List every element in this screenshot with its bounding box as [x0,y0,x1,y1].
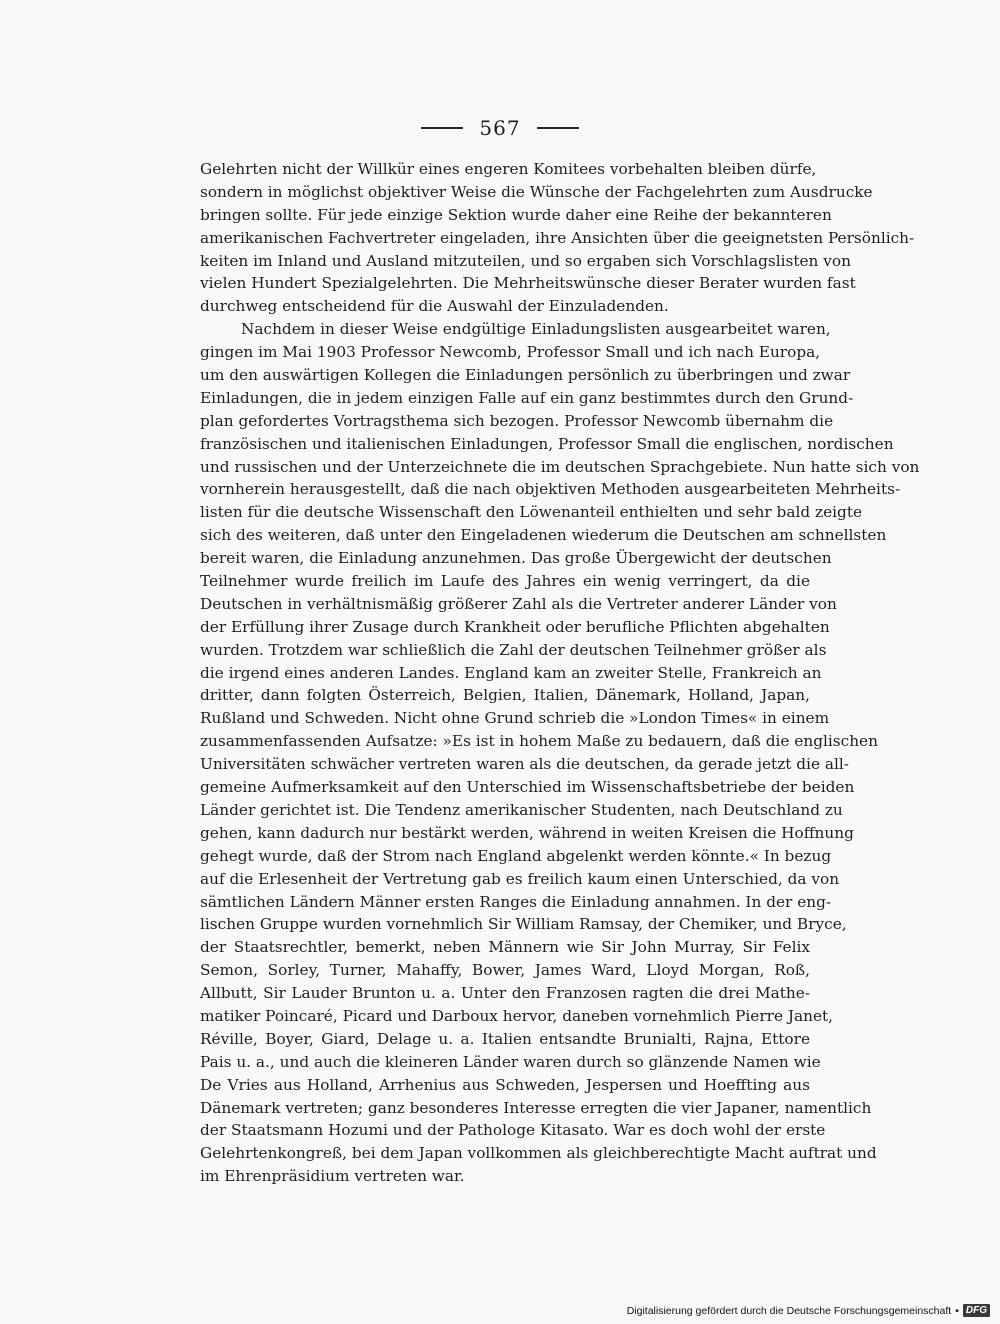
page-header [0,116,1000,140]
footer-separator: • [955,1304,959,1317]
text-line: auf die Erlesenheit der Vertretung gab es freilich kaum einen Unterschied, da von [200,869,840,888]
text-line: wurden. Trotzdem war schließlich die Zahl der deutschen Teilnehmer größer als [200,640,827,659]
text-line: gingen im Mai 1903 Professor Newcomb, Professor Small und ich nach Europa, [200,343,821,362]
text-line: Universitäten schwächer vertreten waren als die deutschen, da gerade jetzt die all- [200,755,849,774]
text-line: durchweg entscheidend für die Auswahl der Einzuladenden. [200,297,669,316]
text-line: um den auswärtigen Kollegen die Einladungen persönlich zu überbringen und zwar [200,366,851,385]
text-line: bereit waren, die Einladung anzunehmen. Das große Übergewicht der deutschen [200,549,832,568]
text-line: vielen Hundert Spezialgelehrten. Die Mehrheitswünsche dieser Berater wurden fast [200,274,856,293]
page-number: 567 [479,116,521,140]
text-line: bringen sollte. Für jede einzige Sektion wurde daher eine Reihe der bekannteren [200,205,832,224]
text-line: Teilnehmer wurde freilich im Laufe des Jahres ein wenig verringert, da die [200,572,810,591]
text-line: gemeine Aufmerksamkeit auf den Unterschied im Wissenschaftsbetriebe der beiden [200,778,855,797]
text-line: Gelehrten nicht der Willkür eines engeren Komitees vorbehalten bleiben dürfe, [200,160,817,178]
text-line: vornherein herausgestellt, daß die nach objektiven Methoden ausgearbeiteten Mehrheits- [200,480,901,499]
text-line: der Erfüllung ihrer Zusage durch Krankheit oder berufliche Pflichten abgehalten [200,617,830,636]
text-line: plan gefordertes Vortragsthema sich bezogen. Professor Newcomb übernahm die [200,411,834,430]
text-line: Einladungen, die in jedem einzigen Falle auf ein ganz bestimmtes durch den Grund- [200,388,854,407]
text-line: gehegt wurde, daß der Strom nach England abgelenkt werden könnte.« In bezug [200,846,832,865]
text-line: De Vries aus Holland, Arrhenius aus Schweden, Jespersen und Hoeffting aus [200,1075,810,1094]
text-line: Semon, Sorley, Turner, Mahaffy, Bower, James Ward, Lloyd Morgan, Roß, [200,961,810,980]
text-line: der Staatsrechtler, bemerkt, neben Männern wie Sir John Murray, Sir Felix [200,938,810,957]
dfg-logo-icon: DFG [963,1304,990,1317]
footer-credit [627,1304,990,1317]
text-line: der Staatsmann Hozumi und der Pathologe Kitasato. War es doch wohl der erste [200,1121,826,1140]
text-line: die irgend eines anderen Landes. England kam an zweiter Stelle, Frankreich an [200,663,822,682]
body-text [200,158,920,1188]
text-line: matiker Poincaré, Picard und Darboux hervor, daneben vornehmlich Pierre Janet, [200,1006,834,1025]
text-line: zusammenfassenden Aufsatze: »Es ist in hohem Maße zu bedauern, daß die englischen [200,732,878,751]
text-line: amerikanischen Fachvertreter eingeladen, ihre Ansichten über die geeignetsten Persönlich- [200,228,915,247]
text-line: Allbutt, Sir Lauder Brunton u. a. Unter den Franzosen ragten die drei Mathe- [200,984,810,1003]
text-line: listen für die deutsche Wissenschaft den Löwenanteil enthielten und sehr bald zeigte [200,503,863,522]
text-line: Dänemark vertreten; ganz besonderes Interesse erregten die vier Japaner, namentlich [200,1098,872,1117]
text-line: französischen und italienischen Einladungen, Professor Small die englischen, nordischen [200,434,894,453]
header-rule-left [421,127,463,129]
text-line: Réville, Boyer, Giard, Delage u. a. Italien entsandte Brunialti, Rajna, Ettore [200,1029,810,1048]
text-line: im Ehrenpräsidium vertreten war. [200,1167,465,1186]
text-line: dritter, dann folgten Österreich, Belgien, Italien, Dänemark, Holland, Japan, [200,686,810,705]
text-line: Rußland und Schweden. Nicht ohne Grund schrieb die »London Times« in einem [200,709,830,728]
text-line: sämtlichen Ländern Männer ersten Ranges die Einladung annahmen. In der eng- [200,892,832,911]
header-rule-right [537,127,579,129]
text-line: Deutschen in verhältnismäßig größerer Zahl als die Vertreter anderer Länder von [200,594,837,613]
footer-credit-text: Digitalisierung gefördert durch die Deutsche Forschungsgemeinschaft [626,1304,952,1317]
paragraph [200,158,915,318]
text-line: Länder gerichtet ist. Die Tendenz amerikanischer Studenten, nach Deutschland zu [200,800,843,819]
text-line: Pais u. a., und auch die kleineren Länder waren durch so glänzende Namen wie [200,1052,821,1071]
text-line: gehen, kann dadurch nur bestärkt werden, während in weiten Kreisen die Hoffnung [200,823,854,842]
text-line: Gelehrtenkongreß, bei dem Japan vollkommen als gleichberechtigte Macht auftrat und [200,1144,877,1163]
text-line: sich des weiteren, daß unter den Eingeladenen wiederum die Deutschen am schnellsten [200,526,887,545]
text-line: und russischen und der Unterzeichnete die im deutschen Sprachgebiete. Nun hatte sich von [200,457,920,476]
text-line: sondern in möglichst objektiver Weise die Wünsche der Fachgelehrten zum Ausdrucke [200,182,873,201]
text-line: Nachdem in dieser Weise endgültige Einladungslisten ausgearbeitet waren, [241,320,831,339]
paragraph [200,318,920,1188]
text-line: lischen Gruppe wurden vornehmlich Sir William Ramsay, der Chemiker, und Bryce, [200,915,847,934]
text-line: keiten im Inland und Ausland mitzuteilen, und so ergaben sich Vorschlagslisten von [200,251,851,270]
